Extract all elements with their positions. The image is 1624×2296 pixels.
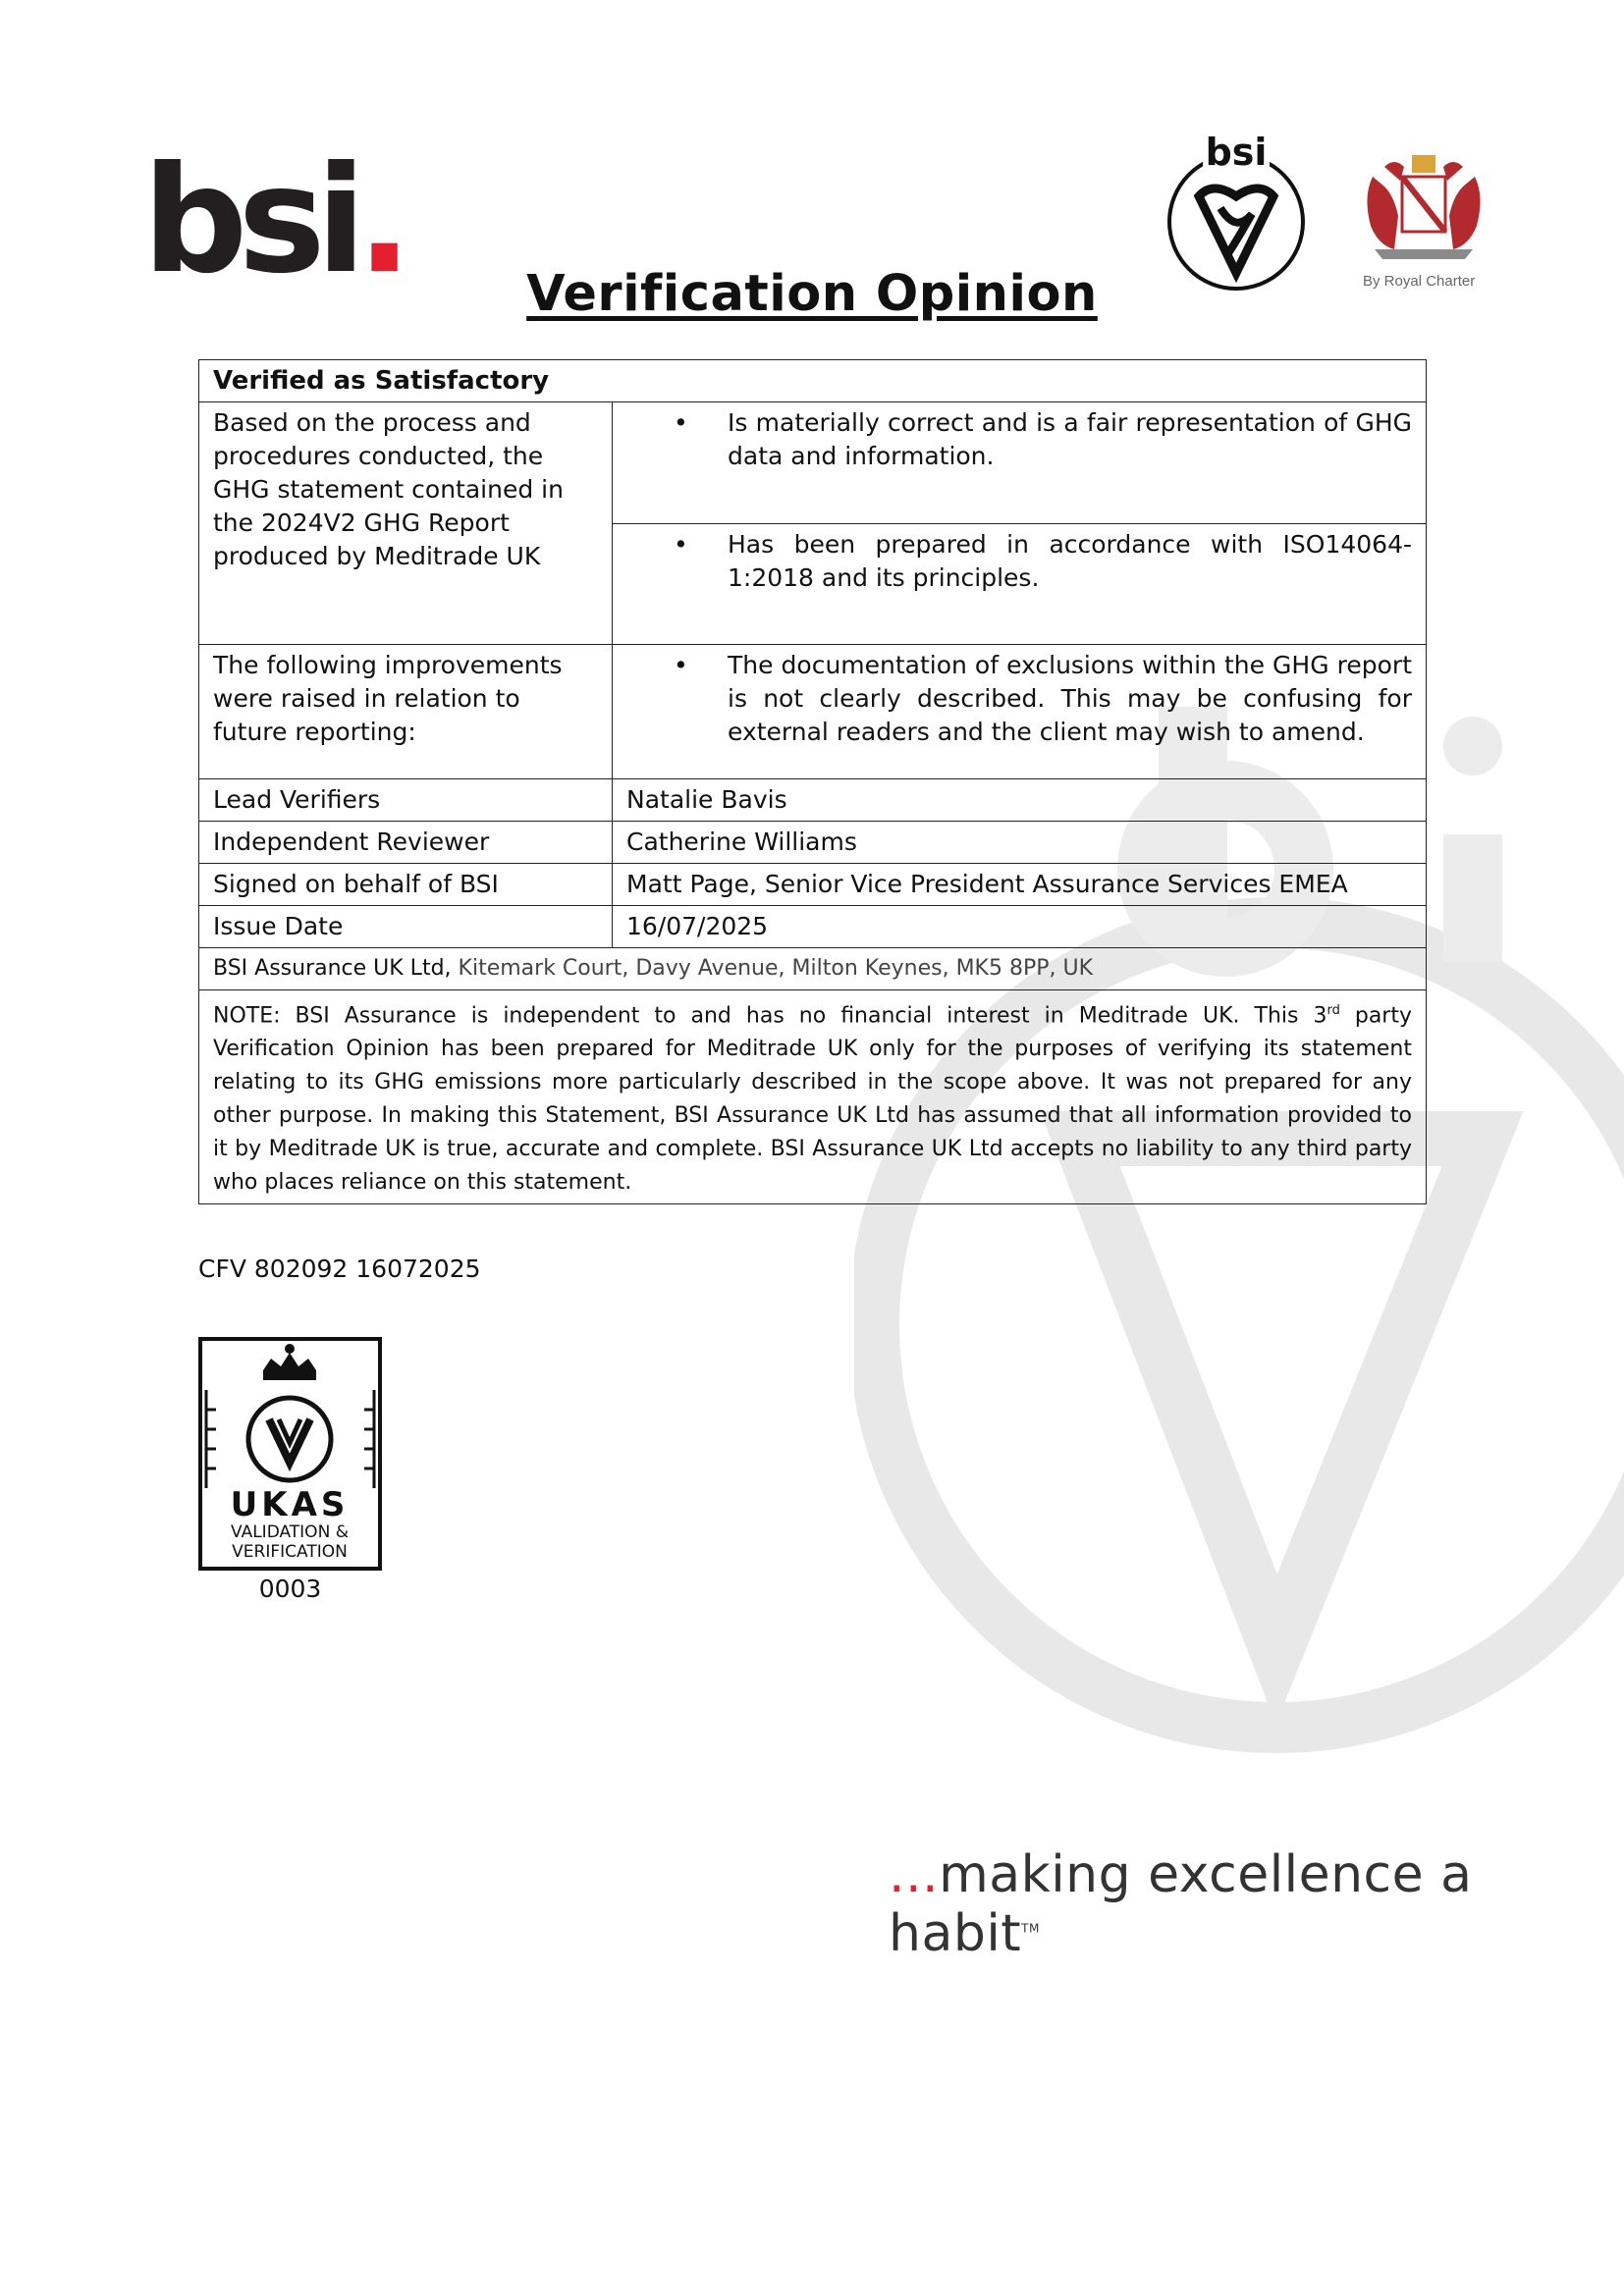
table-row <box>199 645 1427 779</box>
ukas-number: 0003 <box>258 1575 322 1603</box>
bullet-icon: • <box>674 408 688 437</box>
basis-bullet-cell <box>613 523 1427 645</box>
table-header-row <box>199 360 1427 402</box>
improvements-label: The following improvements were raised in relation to future reporting: <box>199 645 613 779</box>
improvements-bullet-cell <box>613 645 1427 779</box>
tagline: ...making excellence a habit™ <box>889 1845 1473 1963</box>
ukas-icon <box>202 1341 378 1567</box>
table-row <box>199 906 1427 948</box>
address <box>199 948 1427 990</box>
bullet-text: Is materially correct and is a fair representation of GHG data and information. <box>728 408 1412 470</box>
lead-verifiers-label: Lead Verifiers <box>199 779 613 822</box>
table-row <box>199 402 1427 524</box>
bullet-icon: • <box>674 651 688 679</box>
bullet-icon: • <box>674 529 688 559</box>
reviewer-label: Independent Reviewer <box>199 822 613 864</box>
note-text: NOTE: BSI Assurance is independent to and has no financial interest in Meditrade UK. This 3rd party Verification Opinion has been prepared for Meditrade UK only for the purposes of verifying its statement relating to its GHG emissions more particularly described in the scope above. It was not prepared for any other purpose. In making this Statement, BSI Assurance UK Ltd has assumed that all information provided to it by Meditrade UK is true, accurate and complete. BSI Assurance UK Ltd accepts no liability to any third party who places reliance on this statement. <box>199 990 1427 1204</box>
certificate-reference: CFV 802092 16072025 <box>198 1255 481 1283</box>
svg-text:bsi: bsi <box>1205 131 1268 174</box>
svg-text:VERIFICATION: VERIFICATION <box>232 1542 348 1562</box>
reviewer-value: Catherine Williams <box>613 822 1427 864</box>
page-title: Verification Opinion <box>526 265 1098 323</box>
issue-date-label: Issue Date <box>199 906 613 948</box>
svg-text:UKAS: UKAS <box>230 1485 350 1524</box>
ukas-mark <box>198 1337 382 1571</box>
basis-bullet-cell <box>613 402 1427 524</box>
signed-value: Matt Page, Senior Vice President Assurance Services EMEA <box>613 864 1427 906</box>
table-row <box>199 779 1427 822</box>
lead-verifiers-value: Natalie Bavis <box>613 779 1427 822</box>
address-row <box>199 948 1427 990</box>
verification-table <box>198 359 1427 1204</box>
issue-date-value: 16/07/2025 <box>613 906 1427 948</box>
royal-crest-icon <box>1355 147 1492 265</box>
svg-text:VALIDATION &: VALIDATION & <box>231 1522 349 1542</box>
royal-charter-text: By Royal Charter <box>1363 273 1476 290</box>
list-item <box>626 406 1412 473</box>
signed-label: Signed on behalf of BSI <box>199 864 613 906</box>
note-row <box>199 990 1427 1204</box>
address-detail: Kitemark Court, Davy Avenue, Milton Keynes, MK5 8PP, UK <box>458 956 1094 981</box>
bsi-logo: bsi. <box>142 135 404 306</box>
basis-label: Based on the process and procedures conducted, the GHG statement contained in the 2024V2 GHG Report produced by Meditrade UK <box>199 402 613 645</box>
table-row <box>199 822 1427 864</box>
list-item <box>626 528 1412 595</box>
address-company: BSI Assurance UK Ltd, <box>213 956 452 981</box>
bullet-text: Has been prepared in accordance with ISO14064-1:2018 and its principles. <box>728 529 1412 592</box>
list-item <box>626 649 1412 749</box>
table-row <box>199 864 1427 906</box>
verified-header: Verified as Satisfactory <box>199 360 1427 402</box>
bullet-text: The documentation of exclusions within the GHG report is not clearly described. This may be confusing for external readers and the client may wish to amend. <box>728 651 1412 746</box>
